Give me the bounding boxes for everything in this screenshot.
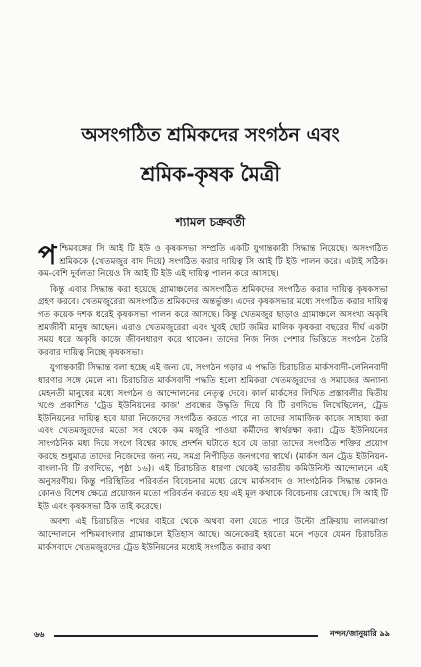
page-number: ৬৬ bbox=[34, 630, 45, 639]
paragraph-2: কিন্তু এবার সিদ্ধান্ত করা হয়েছে গ্রামাঞ্চলের অসংগঠিত শ্রমিকদের সংগঠিত করার দায়িত্ব কৃষকসভা গ্রহণ করবে। খেতমজুরেরা অসংগঠিত শ্রমিকদের অন্তর্ভুক্ত। এদের কৃষকসভার মধ্যে সংগঠিত করার দায়িত্ব গত কয়েক দশক ধরেই কৃষকসভা পালন করে আসছে। কিন্তু খেতমজুর ছাড়াও গ্রামাঞ্চলে অসংখ্য অকৃষি শ্রমজীবী মানুষ আছেন। এরাও খেতমজুরেরা এবং খুবই ছোট জমির মালিক কৃষকরা বছরের দীর্ঘ একটা সময় ধরে অকৃষি কাজে জীবনধারণ করে থাকেন। তাদের নিজ নিজ পেশার ভিত্তিতে সংগঠন তৈরি করবার দায়িত্ব নিচ্ছে কৃষকসভা। bbox=[38, 284, 388, 358]
paragraph-4: অবশ্য এই চিরাচরিত পথের বাইরে থেকে অথবা বলা যেতে পারে উল্টো প্রক্রিয়ায় লালঝাণ্ডা আন্দোলনে পশ্চিমবাংলার গ্রামাঞ্চলে ইতিহাস আছে। অনেকেরই হয়তো মনে পড়বে যেমন চিরাচরিত মার্কসবাদে খেতমজুরদের ট্রেড ইউনিয়নের মধ্যেই সংগঠিত করার কথা bbox=[38, 517, 388, 553]
article-title-line-1: অসংগঠিত শ্রমিকদের সংগঠন এবং bbox=[81, 124, 340, 146]
drop-cap: প bbox=[38, 240, 57, 271]
paragraph-3: যুগান্তকারী সিদ্ধান্ত বলা হচ্ছে এই জন্য যে, সংগঠন গড়ার এ পদ্ধতি চিরাচরিত মার্কসবাদী-লেনিনবাদী ধারণার সঙ্গে মেলে না। চিরাচরিত মার্কসবাদী পদ্ধতি হলো শ্রমিকরা খেতমজুরদের ও সমাজের অন্যান্য মেহনতী মানুষের মধ্যে সংগঠন ও আন্দোলনের নেতৃত্ব দেবে। কার্ল মার্কসের লিখিত প্রস্তাবলীর দ্বিতীয় খণ্ডে প্রকাশিত 'ট্রেড ইউনিয়নের কাজ' প্রবন্ধের উদ্ধৃতি দিয়ে বি টি রণদিভে লিখেছিলেন, ট্রেড ইউনিয়নের দায়িত্ব হবে যারা নিজেদের সংগঠিত করতে পারে না তাদের সামাজিক কাজে সাহায্য করা এবং খেতমজুরদের মতো সব থেকে কম মজুরি পাওয়া কর্মীদের স্বার্থরক্ষা করা। ট্রেড ইউনিয়নের সাংগঠনিক মধ্য দিয়ে সংগে বিশ্বের কাছে প্রদর্শন ঘটাতে হবে যে তারা তাদের সংগঠিত শক্তির প্রয়োগ করছে শুধুমাত্র তাদের নিজেদের জন্য নয়, সমগ্র নিপীড়িত জনগণের স্বার্থে। (মার্কস অন ট্রেড ইউনিয়ন-বাংলা-বি টি রণদিভে, পৃষ্ঠা ১৬)। এই চিরাচরিত ধারণা থেকেই ভারতীয় কমিউনিস্ট আন্দোলনে এই অনুসরণীয়। কিন্তু পরিস্থিতির পরিবর্তন বিবেচনার মধ্যে রেখে মার্কসবাদ ও সাংগঠনিক সিদ্ধান্ত কোনও কোনও বিশেষ ক্ষেত্রে প্রয়োজন মতো পরিবর্তন করতে হয় এই মূল কথাকে বিবেচনায় রেখেছে। সি আই টি ইউ এবং কৃষকসভা ঠিক তাই করেছে। bbox=[38, 363, 388, 512]
page-footer bbox=[34, 628, 390, 642]
paragraph-1 bbox=[38, 240, 388, 281]
article-body bbox=[38, 240, 388, 557]
paragraph-1-text: শ্চিমবঙ্গের সি আই টি ইউ ও কৃষকসভা সম্প্রতি একটি যুগান্তকারী সিদ্ধান্ত নিয়েছে। অসংগঠিত শ্রমিককে (খেতমজুর বাদ দিয়ে) সংগঠিত করার দায়িত্ব সি আই টি ইউ পালন করে। এটাই সঠিক। কম-বেশি দুর্বলতা নিয়েও সি আই টি ইউ এই দায়িত্ব পালন করে আসছে। bbox=[38, 244, 388, 280]
article-title-line-2: শ্রমিক-কৃষক মৈত্রী bbox=[140, 162, 281, 186]
magazine-name: নন্দন/জানুয়ারি ৯৯ bbox=[329, 629, 390, 638]
footer-rule bbox=[54, 635, 318, 637]
author-name: শ্যামল চক্রবর্তী bbox=[175, 215, 246, 229]
